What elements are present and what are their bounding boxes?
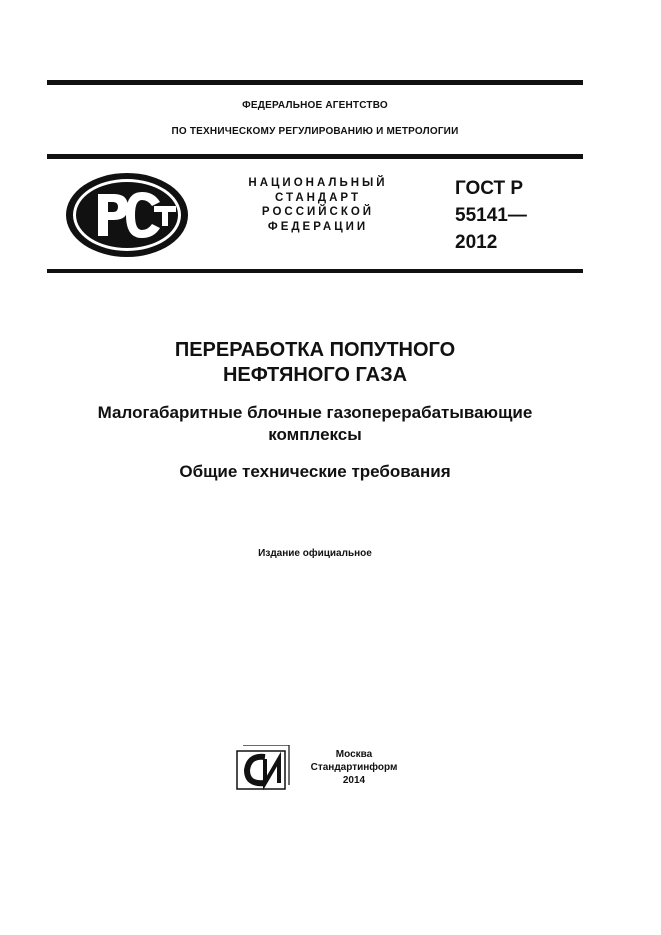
subtitle-line-1: Малогабаритные блочные газоперерабатывающие (97, 403, 533, 422)
edition-label: Издание официальное (258, 548, 372, 559)
national-standard-block (226, 176, 410, 234)
main-title (47, 338, 583, 388)
main-title-line-1: ПЕРЕРАБОТКА ПОПУТНОГО (174, 339, 456, 361)
rst-certification-mark-icon (62, 170, 192, 260)
subtitle (47, 402, 583, 446)
publisher-name: Стандартинформ (310, 762, 398, 773)
publisher-city: Москва (335, 749, 373, 760)
gost-line-2: 55141— (455, 205, 527, 226)
standartinform-logo-icon (235, 745, 291, 791)
gost-designation (455, 175, 527, 256)
publisher-year: 2014 (342, 775, 366, 786)
publisher-block (298, 748, 410, 787)
agency-line-2: ПО ТЕХНИЧЕСКОМУ РЕГУЛИРОВАНИЮ И МЕТРОЛОГИИ (171, 126, 459, 137)
national-standard-line-2: СТАНДАРТ (275, 191, 361, 204)
agency-line-1: ФЕДЕРАЛЬНОЕ АГЕНТСТВО (242, 100, 388, 111)
national-standard-line-1: НАЦИОНАЛЬНЫЙ (248, 177, 388, 189)
gost-line-1: ГОСТ Р (455, 178, 524, 199)
gost-line-3: 2012 (455, 232, 498, 253)
national-standard-line-4: ФЕДЕРАЦИИ (267, 220, 369, 233)
national-standard-line-3: РОССИЙСКОЙ (261, 206, 375, 218)
top-rule (47, 80, 583, 85)
middle-rule (47, 154, 583, 159)
subtitle-line-2: комплексы (268, 425, 362, 444)
subtitle-2: Общие технические требования (179, 462, 451, 481)
bottom-rule (47, 269, 583, 273)
main-title-line-2: НЕФТЯНОГО ГАЗА (222, 364, 408, 386)
